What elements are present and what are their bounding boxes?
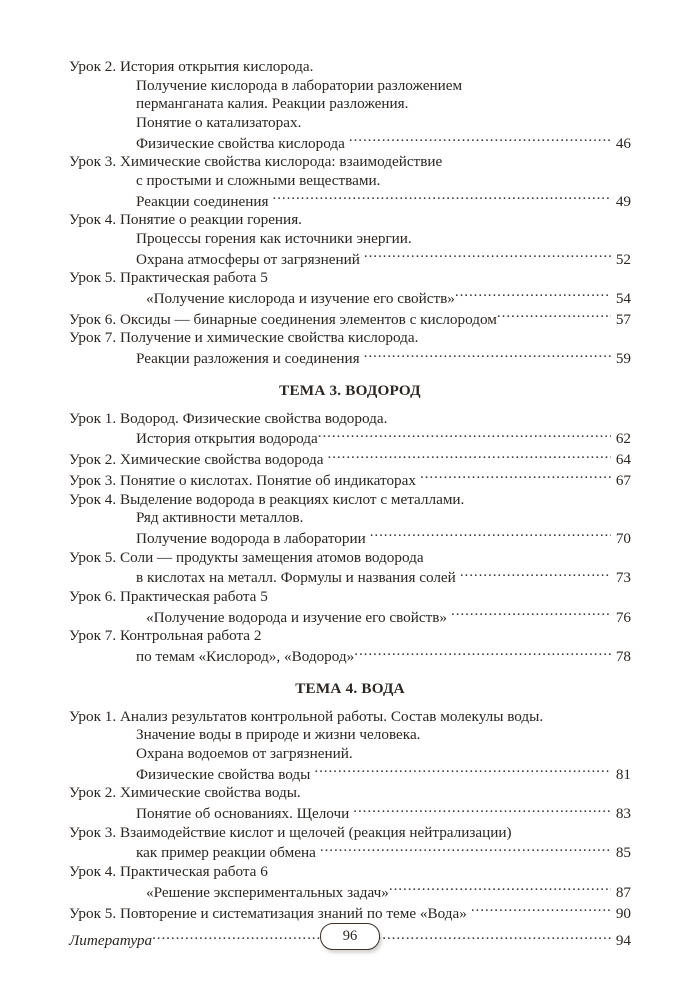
leader-dots bbox=[455, 288, 611, 303]
toc-entry-label: Реакции разложения и соединения bbox=[136, 350, 360, 368]
toc-entry-label: Физические свойства кислорода bbox=[136, 134, 345, 152]
leader-dots bbox=[389, 882, 611, 897]
toc-entry-label: Урок 6. Оксиды — бинарные соединения элементов с кислородом bbox=[69, 310, 497, 328]
toc-entry bbox=[69, 153, 631, 172]
toc-entry-label: с простыми и сложными веществами. bbox=[136, 171, 381, 189]
toc-entry bbox=[69, 211, 631, 230]
toc-entry-page: 90 bbox=[615, 904, 631, 922]
toc-entry bbox=[69, 588, 631, 607]
toc-entry-label: Урок 2. Химические свойства воды. bbox=[69, 784, 301, 802]
toc-entry[interactable] bbox=[69, 470, 631, 491]
toc-entry-label: как пример реакции обмена bbox=[136, 844, 316, 862]
toc-entry[interactable] bbox=[69, 842, 631, 863]
toc-entry-page: 67 bbox=[615, 471, 631, 489]
toc-entry-label: Урок 3. Понятие о кислотах. Понятие об индикаторах bbox=[69, 471, 416, 489]
toc-entry-label: Процессы горения как источники энергии. bbox=[136, 229, 412, 247]
leader-dots bbox=[314, 763, 610, 778]
toc-entry-page: 81 bbox=[615, 765, 631, 783]
toc-entry[interactable] bbox=[69, 567, 631, 588]
toc-entry[interactable] bbox=[69, 763, 631, 784]
toc-entry-page: 73 bbox=[615, 569, 631, 587]
leader-dots bbox=[273, 190, 611, 205]
toc-entry-label: Получение кислорода в лаборатории разложением bbox=[136, 76, 463, 94]
toc-entry[interactable] bbox=[69, 803, 631, 824]
toc-entry-label: Охрана атмосферы от загрязнений bbox=[136, 250, 360, 268]
toc-entry-label: Урок 1. Анализ результатов контрольной работы. Состав молекулы воды. bbox=[69, 707, 544, 725]
toc-group-oxygen bbox=[69, 58, 631, 369]
toc-entry-page: 64 bbox=[615, 451, 631, 469]
toc-entry-label: Урок 7. Контрольная работа 2 bbox=[69, 627, 262, 645]
leader-dots bbox=[451, 607, 610, 622]
table-of-contents bbox=[69, 58, 631, 951]
page-number-badge bbox=[320, 923, 380, 950]
toc-entry bbox=[69, 726, 631, 745]
toc-entry-page: 49 bbox=[615, 192, 631, 210]
toc-entry-label: Литература bbox=[69, 932, 153, 950]
toc-entry[interactable] bbox=[69, 288, 631, 309]
toc-entry-page: 70 bbox=[615, 529, 631, 547]
toc-entry[interactable] bbox=[69, 646, 631, 667]
toc-entry-label: Охрана водоемов от загрязнений. bbox=[136, 744, 353, 762]
toc-entry-page: 59 bbox=[615, 350, 631, 368]
leader-dots bbox=[353, 803, 610, 818]
toc-entry-page: 57 bbox=[615, 310, 631, 328]
toc-entry-label: Физические свойства воды bbox=[136, 765, 311, 783]
section-heading-tema-4: ТЕМА 4. ВОДА bbox=[295, 679, 405, 697]
toc-entry[interactable] bbox=[69, 248, 631, 269]
toc-entry bbox=[69, 410, 631, 429]
toc-entry-label: по темам «Кислород», «Водород» bbox=[136, 648, 355, 666]
leader-dots bbox=[354, 646, 610, 661]
toc-entry[interactable] bbox=[69, 449, 631, 470]
toc-entry-label: Урок 3. Химические свойства кислорода: взаимодействие bbox=[69, 153, 443, 171]
toc-entry-label: Реакции соединения bbox=[136, 192, 269, 210]
toc-entry-label: Значение воды в природе и жизни человека. bbox=[136, 726, 421, 744]
toc-entry-label: Урок 4. Выделение водорода в реакциях кислот с металлами. bbox=[69, 490, 465, 508]
toc-entry-page: 85 bbox=[615, 844, 631, 862]
toc-entry-label: Урок 6. Практическая работа 5 bbox=[69, 587, 268, 605]
toc-entry-label: Понятие о катализаторах. bbox=[136, 113, 302, 131]
leader-dots bbox=[471, 902, 611, 917]
toc-entry-label: Урок 1. Водород. Физические свойства водорода. bbox=[69, 409, 388, 427]
leader-dots bbox=[364, 248, 611, 263]
toc-entry[interactable] bbox=[69, 607, 631, 628]
toc-entry bbox=[69, 491, 631, 510]
toc-entry-page: 78 bbox=[615, 648, 631, 666]
leader-dots bbox=[318, 428, 611, 443]
toc-entry-label: перманганата калия. Реакции разложения. bbox=[136, 95, 409, 113]
toc-entry-page: 87 bbox=[615, 883, 631, 901]
toc-entry-label: Урок 3. Взаимодействие кислот и щелочей (реакция нейтрализации) bbox=[69, 823, 512, 841]
toc-entry bbox=[69, 509, 631, 528]
leader-dots bbox=[364, 348, 611, 363]
toc-entry-label: Урок 5. Соли — продукты замещения атомов водорода bbox=[69, 548, 424, 566]
leader-dots bbox=[349, 132, 611, 147]
toc-entry-label: Урок 4. Практическая работа 6 bbox=[69, 862, 268, 880]
toc-entry[interactable] bbox=[69, 132, 631, 153]
toc-group-hydrogen bbox=[69, 410, 631, 667]
toc-entry bbox=[69, 549, 631, 568]
toc-entry bbox=[69, 824, 631, 843]
page-footer bbox=[0, 923, 700, 950]
toc-entry-page: 76 bbox=[615, 608, 631, 626]
toc-entry-label: История открытия водорода bbox=[136, 430, 318, 448]
toc-entry-label: Урок 7. Получение и химические свойства кислорода. bbox=[69, 329, 419, 347]
toc-entry bbox=[69, 172, 631, 191]
toc-entry bbox=[69, 745, 631, 764]
toc-entry[interactable] bbox=[69, 348, 631, 369]
section-heading-tema-3: ТЕМА 3. ВОДОРОД bbox=[279, 381, 421, 399]
toc-entry-label: Урок 5. Повторение и систематизация знаний по теме «Вода» bbox=[69, 904, 467, 922]
toc-entry bbox=[69, 58, 631, 77]
toc-entry[interactable] bbox=[69, 528, 631, 549]
toc-entry[interactable] bbox=[69, 902, 631, 923]
toc-entry-label: «Получение кислорода и изучение его свойств» bbox=[146, 289, 455, 307]
toc-entry bbox=[69, 627, 631, 646]
toc-entry bbox=[69, 114, 631, 133]
leader-dots bbox=[328, 449, 611, 464]
toc-group-water bbox=[69, 708, 631, 923]
toc-entry-label: Ряд активности металлов. bbox=[136, 509, 304, 527]
leader-dots bbox=[497, 308, 611, 323]
toc-entry-label: Получение водорода в лаборатории bbox=[136, 529, 366, 547]
toc-entry bbox=[69, 708, 631, 727]
toc-entry-label: Урок 4. Понятие о реакции горения. bbox=[69, 211, 302, 229]
toc-entry[interactable] bbox=[69, 308, 631, 329]
leader-dots bbox=[420, 470, 611, 485]
leader-dots bbox=[320, 842, 611, 857]
toc-entry bbox=[69, 95, 631, 114]
toc-entry[interactable] bbox=[69, 428, 631, 449]
toc-entry-label: Урок 5. Практическая работа 5 bbox=[69, 269, 268, 287]
toc-entry-label: «Получение водорода и изучение его свойств» bbox=[146, 608, 448, 626]
toc-entry[interactable] bbox=[69, 882, 631, 903]
toc-entry-label: в кислотах на металл. Формулы и названия солей bbox=[136, 569, 456, 587]
toc-entry-page: 62 bbox=[615, 430, 631, 448]
toc-entry-page: 83 bbox=[615, 805, 631, 822]
toc-entry-label: Урок 2. История открытия кислорода. bbox=[69, 58, 314, 75]
toc-entry-page: 94 bbox=[615, 932, 631, 950]
toc-entry-label: «Решение экспериментальных задач» bbox=[146, 883, 389, 901]
toc-entry-page: 54 bbox=[615, 289, 631, 307]
toc-entry bbox=[69, 329, 631, 348]
toc-entry-page: 46 bbox=[615, 134, 631, 152]
toc-entry bbox=[69, 784, 631, 803]
toc-entry bbox=[69, 269, 631, 288]
toc-entry-label: Урок 2. Химические свойства водорода bbox=[69, 451, 324, 469]
toc-entry-page: 52 bbox=[615, 250, 631, 268]
toc-entry bbox=[69, 863, 631, 882]
toc-entry bbox=[69, 77, 631, 96]
leader-dots bbox=[370, 528, 611, 543]
toc-entry-label: Понятие об основаниях. Щелочи bbox=[136, 805, 350, 822]
toc-entry bbox=[69, 230, 631, 249]
leader-dots bbox=[460, 567, 611, 582]
page-number-text: 96 bbox=[342, 928, 358, 944]
toc-entry[interactable] bbox=[69, 190, 631, 211]
